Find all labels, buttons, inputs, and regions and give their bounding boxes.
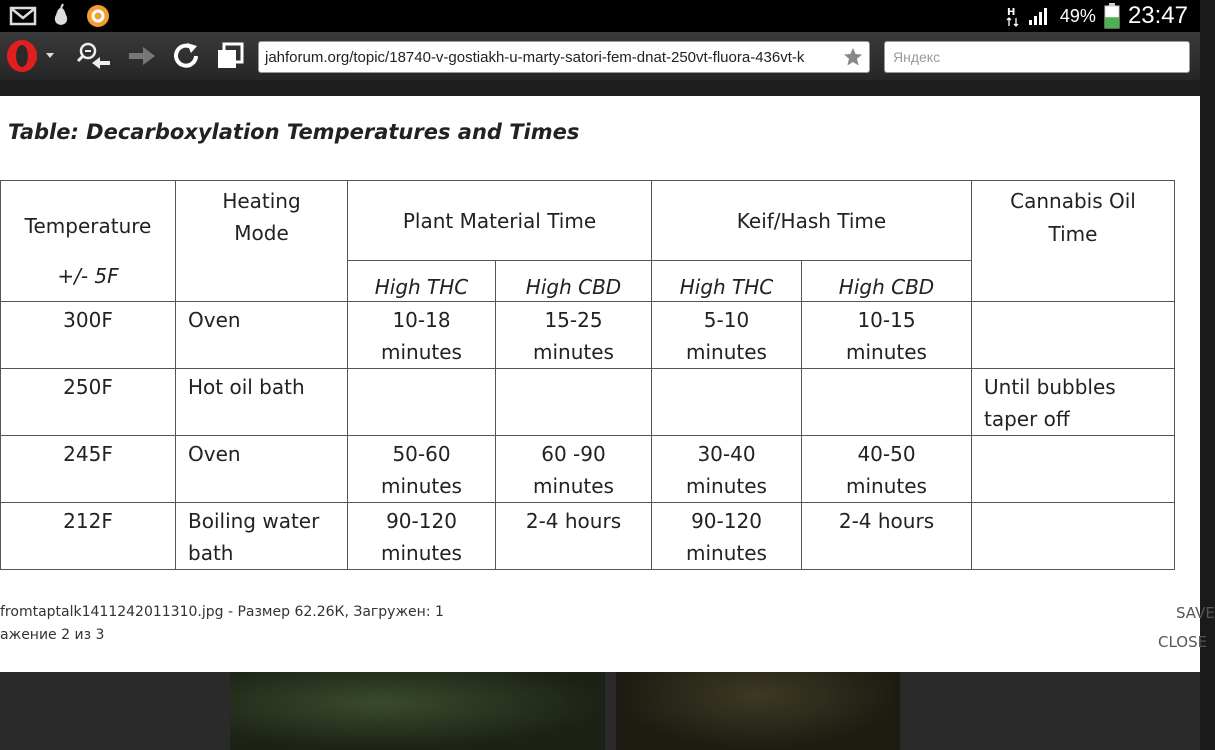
table-title: Table: Decarboxylation Temperatures and Times — [8, 120, 580, 144]
cell-hash-cbd-text: 40-50 minutes — [846, 442, 927, 498]
signal-icon — [1028, 6, 1052, 26]
cell-mode — [176, 503, 348, 570]
gmail-icon — [10, 6, 36, 26]
cell-temp: 245F — [1, 436, 176, 503]
tabs-button[interactable] — [212, 38, 248, 74]
cell-hash-cbd-text: 10-15 minutes — [846, 308, 927, 364]
opera-logo-icon — [2, 38, 58, 74]
status-bar — [0, 0, 1200, 32]
table-row — [1, 503, 1175, 570]
header-row-1 — [1, 181, 1175, 261]
table-row — [1, 436, 1175, 503]
cell-hash-thc-text: 5-10 minutes — [686, 308, 767, 364]
table-row — [1, 369, 1175, 436]
cell-plant-thc-text: 90-120 minutes — [381, 509, 462, 565]
forward-arrow-icon — [127, 44, 157, 68]
header-heating-mode — [176, 181, 348, 302]
cell-oil — [972, 302, 1175, 369]
header-plant-material: Plant Material Time — [348, 181, 652, 261]
cell-mode: Oven — [176, 302, 348, 369]
cell-oil-text: Until bubbles taper off — [984, 375, 1116, 431]
cell-temp: 300F — [1, 302, 176, 369]
back-button[interactable] — [72, 38, 116, 74]
cell-plant-thc-text: 50-60 minutes — [381, 442, 462, 498]
data-transfer-icon — [1006, 5, 1020, 27]
header-cannabis-oil — [972, 181, 1175, 302]
address-bar[interactable] — [258, 41, 870, 73]
reload-icon — [171, 41, 201, 71]
status-icons-right — [1006, 0, 1188, 32]
cell-hash-thc — [652, 302, 802, 369]
background-thumbnails — [0, 672, 1200, 750]
cell-hash-thc — [652, 436, 802, 503]
cell-hash-cbd — [802, 302, 972, 369]
cell-hash-cbd: 2-4 hours — [802, 503, 972, 570]
opera-menu-button[interactable] — [0, 38, 60, 74]
page-background-strip — [0, 80, 1200, 96]
cell-hash-cbd — [802, 436, 972, 503]
subheader-hash-thc: High THC — [652, 260, 802, 301]
cell-hash-thc — [652, 369, 802, 436]
cell-hash-thc-text: 90-120 minutes — [686, 509, 767, 565]
bookmark-star-icon[interactable] — [843, 47, 863, 67]
cell-plant-thc — [348, 369, 496, 436]
cell-hash-thc — [652, 503, 802, 570]
thumbnail-image[interactable] — [230, 672, 605, 750]
cell-plant-cbd-text: 60 -90 minutes — [533, 442, 614, 498]
cell-plant-thc — [348, 302, 496, 369]
subheader-plant-thc: High THC — [348, 260, 496, 301]
subheader-hash-cbd: High CBD — [802, 260, 972, 301]
cell-plant-cbd — [496, 369, 652, 436]
cell-mode: Oven — [176, 436, 348, 503]
browser-toolbar — [0, 32, 1200, 80]
header-heating-mode-label: Heating Mode — [222, 189, 301, 245]
cell-plant-cbd — [496, 302, 652, 369]
save-button[interactable]: SAVE — [1176, 604, 1215, 622]
cell-plant-thc — [348, 503, 496, 570]
battery-percent: 49% — [1059, 5, 1096, 26]
image-counter: ажение 2 из 3 — [0, 627, 105, 643]
cell-hash-cbd — [802, 369, 972, 436]
image-info-panel — [0, 586, 1215, 672]
decarboxylation-table — [0, 180, 1175, 570]
clock: 23:47 — [1127, 2, 1188, 29]
header-tolerance: +/- 5F — [57, 264, 119, 288]
url-text[interactable]: jahforum.org/topic/18740-v-gostiakh-u-marty-satori-fem-dnat-250vt-fluora-436vt-k — [265, 48, 805, 66]
pear-icon — [50, 4, 72, 28]
close-button[interactable]: CLOSE — [1158, 633, 1208, 651]
cell-mode-text: Boiling water bath — [188, 509, 320, 565]
cell-temp: 212F — [1, 503, 176, 570]
cell-oil — [972, 369, 1175, 436]
cell-plant-thc — [348, 436, 496, 503]
app-icon — [86, 4, 110, 28]
table-row — [1, 302, 1175, 369]
header-cannabis-oil-label: Cannabis Oil Time — [1010, 189, 1136, 246]
cell-mode: Hot oil bath — [176, 369, 348, 436]
status-icons-left — [10, 4, 110, 28]
image-viewer — [0, 96, 1200, 586]
file-info: fromtaptalk1411242011310.jpg - Размер 62.26К, Загружен: 1 — [0, 604, 444, 620]
header-keif-hash: Keif/Hash Time — [652, 181, 972, 261]
cell-plant-thc-text: 10-18 minutes — [381, 308, 462, 364]
thumbnail-image[interactable] — [616, 672, 900, 750]
back-zoom-icon — [76, 41, 112, 71]
search-input[interactable] — [893, 49, 1181, 65]
header-temperature-label: Temperature — [24, 214, 152, 238]
cell-temp: 250F — [1, 369, 176, 436]
cell-oil — [972, 503, 1175, 570]
cell-plant-cbd: 2-4 hours — [496, 503, 652, 570]
battery-icon — [1104, 3, 1120, 29]
cell-plant-cbd — [496, 436, 652, 503]
cell-plant-cbd-text: 15-25 minutes — [533, 308, 614, 364]
reload-button[interactable] — [168, 38, 204, 74]
cell-oil — [972, 436, 1175, 503]
forward-button[interactable] — [124, 38, 160, 74]
header-temperature — [1, 181, 176, 302]
svg-text:H: H — [1006, 7, 1016, 18]
cell-hash-thc-text: 30-40 minutes — [686, 442, 767, 498]
tabs-icon — [216, 42, 244, 70]
search-bar[interactable] — [884, 41, 1190, 73]
subheader-plant-cbd: High CBD — [496, 260, 652, 301]
